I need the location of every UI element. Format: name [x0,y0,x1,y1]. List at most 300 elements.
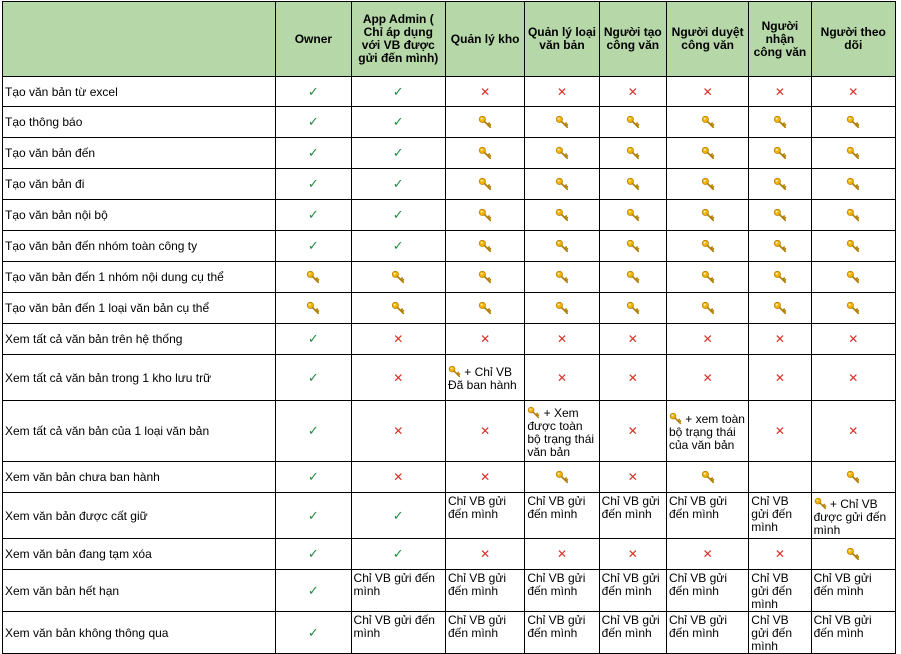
permission-cell [599,231,666,262]
permission-cell [445,539,524,570]
note-cell [599,570,666,612]
table-row [3,493,896,539]
note-text: Chỉ VB gửi đến mình [353,571,435,598]
key-icon [773,177,787,191]
check-icon: ✓ [392,546,404,561]
permission-cell [276,262,351,293]
permission-cell [811,355,895,401]
permission-cell [749,293,811,324]
key-icon [701,177,715,191]
row-label: Xem văn bản chưa ban hành [3,462,276,493]
permission-cell [445,107,524,138]
key-icon [846,301,860,315]
key-icon [478,301,492,315]
permission-cell [811,293,895,324]
check-icon: ✓ [307,331,319,346]
row-label: Xem tất cả văn bản trên hệ thống [3,324,276,355]
note-text: Chỉ VB gửi đến mình [527,571,586,598]
cross-icon: ✕ [627,547,638,561]
key-icon [846,270,860,284]
check-icon: ✓ [392,145,404,160]
check-icon: ✓ [392,207,404,222]
key-icon [701,146,715,160]
key-icon [701,239,715,253]
key-icon [773,115,787,129]
note-cell [666,570,748,612]
row-label: Xem văn bản không thông qua [3,612,276,654]
permission-cell [276,539,351,570]
note-text: Chỉ VB gửi đến mình [527,494,586,521]
table-row [3,539,896,570]
note-cell [599,612,666,654]
cross-icon: ✕ [627,470,638,484]
permission-cell [525,324,599,355]
permission-cell [525,77,599,107]
check-icon: ✓ [307,238,319,253]
note-cell [811,570,895,612]
cross-icon: ✕ [774,370,785,385]
table-row [3,77,896,107]
permission-cell [666,539,748,570]
check-icon: ✓ [307,145,319,160]
key-icon [306,301,320,315]
note-text: + Chỉ VB được gửi đến mình [813,496,887,537]
permission-cell [445,262,524,293]
permission-cell [749,169,811,200]
note-text: Chỉ VB gửi đến mình [447,613,507,640]
table-row [3,324,896,355]
key-icon [701,270,715,284]
note-text: Chỉ VB gửi đến mình [668,613,727,640]
key-icon [773,301,787,315]
permission-cell [599,77,666,107]
permission-cell [525,539,599,570]
note-text: Chỉ VB gửi đến mình [751,494,793,534]
note-text: Chỉ VB gửi đến mình [601,494,660,521]
permission-cell [351,293,445,324]
row-label: Tạo văn bản đi [3,169,276,200]
header-doc-type-manager: Quản lý loại văn bản [525,2,599,77]
permission-cell [666,138,748,169]
key-icon [626,239,640,253]
key-icon [555,177,569,191]
permission-cell [351,324,445,355]
note-cell [811,493,895,539]
check-icon: ✓ [307,546,319,561]
cross-icon: ✕ [774,547,785,561]
note-cell [445,355,524,401]
cross-icon: ✕ [774,424,785,438]
note-cell [525,493,599,539]
row-label: Tạo văn bản đến nhóm toàn công ty [3,231,276,262]
permission-cell [445,462,524,493]
permission-cell [276,401,351,462]
check-icon: ✓ [307,423,319,438]
permission-cell [276,169,351,200]
note-text: Chỉ VB gửi đến mình [447,494,507,521]
key-icon [701,115,715,129]
note-cell [749,612,811,654]
note-text: Chỉ VB gửi đến mình [751,613,793,653]
check-icon: ✓ [307,369,319,385]
header-follower: Người theo dõi [811,2,895,77]
note-cell [445,612,524,654]
check-icon: ✓ [392,83,404,99]
cross-icon: ✕ [393,424,404,438]
table-body [3,77,896,654]
note-text: Chỉ VB gửi đến mình [668,494,727,521]
row-label: Tạo văn bản nội bộ [3,200,276,231]
cross-icon: ✕ [393,332,404,346]
row-label: Tạo văn bản đến [3,138,276,169]
permission-cell [525,138,599,169]
permission-cell [525,200,599,231]
permission-cell [445,138,524,169]
key-icon [555,239,569,253]
key-icon [626,270,640,284]
permission-cell [811,539,895,570]
key-icon [846,208,860,222]
permission-cell [445,200,524,231]
permission-table [2,1,896,654]
permission-cell [445,293,524,324]
key-icon [626,146,640,160]
cross-icon: ✕ [774,332,785,346]
permission-cell [351,231,445,262]
check-icon: ✓ [392,238,404,253]
check-icon: ✓ [307,507,319,523]
note-cell [749,570,811,612]
permission-cell [276,77,351,107]
permission-cell [445,169,524,200]
table-row [3,262,896,293]
permission-cell [445,77,524,107]
permission-cell [811,107,895,138]
row-label: Xem tất cả văn bản của 1 loại văn bản [3,401,276,462]
permission-cell [276,612,351,654]
note-cell [445,570,524,612]
cross-icon: ✕ [848,84,859,99]
row-label: Xem tất cả văn bản trong 1 kho lưu trữ [3,355,276,401]
header-blank [3,2,276,77]
table-row [3,293,896,324]
permission-cell [351,539,445,570]
permission-cell [599,324,666,355]
permission-cell [749,231,811,262]
permission-cell [811,200,895,231]
row-label: Tạo văn bản từ excel [3,77,276,107]
key-icon [306,270,320,284]
cross-icon: ✕ [480,332,491,346]
check-icon: ✓ [307,83,319,99]
header-approver: Người duyệt công văn [666,2,748,77]
header-warehouse-manager: Quản lý kho [445,2,524,77]
cross-icon: ✕ [848,370,859,385]
permission-cell [351,355,445,401]
permission-cell [276,200,351,231]
permission-cell [599,200,666,231]
note-text: + Chỉ VB Đã ban hành [447,365,517,392]
key-icon [478,208,492,222]
note-text: Chỉ VB gửi đến mình [447,571,507,598]
check-icon: ✓ [392,114,404,129]
key-icon [669,412,682,426]
permission-cell [749,539,811,570]
note-cell [525,401,599,462]
check-icon: ✓ [307,624,319,640]
key-icon [701,470,715,484]
header-recipient: Người nhận công văn [749,2,811,77]
permission-cell [749,262,811,293]
table-row [3,107,896,138]
key-icon [846,239,860,253]
table-row [3,169,896,200]
note-cell [525,612,599,654]
cross-icon: ✕ [627,424,638,438]
key-icon [555,301,569,315]
key-icon [391,301,405,315]
permission-cell [666,324,748,355]
cross-icon: ✕ [556,84,567,99]
key-icon [478,270,492,284]
cross-icon: ✕ [702,370,713,385]
permission-cell [351,169,445,200]
key-icon [846,115,860,129]
key-icon [555,208,569,222]
key-icon [626,177,640,191]
permission-cell [351,200,445,231]
key-icon [701,208,715,222]
key-icon [846,547,860,561]
permission-cell [276,293,351,324]
permission-cell [811,262,895,293]
permission-cell [351,493,445,539]
header-creator: Người tạo công văn [599,2,666,77]
note-cell [525,570,599,612]
key-icon [773,208,787,222]
table-row [3,570,896,612]
permission-cell [811,169,895,200]
permission-cell [445,324,524,355]
permission-cell [599,462,666,493]
permission-cell [666,200,748,231]
key-icon [773,239,787,253]
note-cell [811,612,895,654]
key-icon [626,301,640,315]
cross-icon: ✕ [627,370,638,385]
table-row [3,462,896,493]
permission-cell [351,401,445,462]
permission-cell [276,570,351,612]
key-icon [701,301,715,315]
cross-icon: ✕ [556,547,567,561]
permission-cell [599,107,666,138]
row-label: Tạo văn bản đến 1 loại văn bản cụ thể [3,293,276,324]
header-row [3,2,896,77]
note-text: Chỉ VB gửi đến mình [813,571,872,598]
key-icon [773,146,787,160]
permission-cell [749,324,811,355]
cross-icon: ✕ [848,332,859,346]
note-cell [445,493,524,539]
cross-icon: ✕ [848,424,859,438]
table-row [3,355,896,401]
cross-icon: ✕ [556,332,567,346]
cross-icon: ✕ [702,84,713,99]
key-icon [846,470,860,484]
permission-cell [749,401,811,462]
permission-cell [811,324,895,355]
key-icon [391,270,405,284]
permission-cell [351,107,445,138]
permission-cell [525,293,599,324]
permission-cell [525,107,599,138]
permission-cell [525,355,599,401]
check-icon: ✓ [307,469,319,484]
key-icon [527,406,540,420]
note-cell [351,570,445,612]
note-cell [599,493,666,539]
header-app-admin: App Admin ( Chỉ áp dụng với VB được gửi đến mình) [351,2,445,77]
check-icon: ✓ [392,176,404,191]
permission-cell [811,138,895,169]
permission-cell [351,77,445,107]
cross-icon: ✕ [393,370,404,385]
row-label: Tạo văn bản đến 1 nhóm nội dung cụ thể [3,262,276,293]
note-text: Chỉ VB gửi đến mình [527,613,586,640]
permission-cell [811,462,895,493]
note-text: Chỉ VB gửi đến mình [813,613,872,640]
permission-cell [666,355,748,401]
permission-cell [666,262,748,293]
key-icon [846,146,860,160]
permission-cell [599,293,666,324]
permission-cell [599,539,666,570]
table-row [3,401,896,462]
note-cell [749,493,811,539]
permission-cell [445,401,524,462]
empty-cell [749,462,811,493]
permission-cell [749,107,811,138]
table-row [3,231,896,262]
permission-cell [749,200,811,231]
check-icon: ✓ [307,114,319,129]
permission-cell [599,169,666,200]
check-icon: ✓ [392,507,404,523]
header-owner: Owner [276,2,351,77]
note-text: Chỉ VB gửi đến mình [601,571,660,598]
note-text: + xem toàn bộ trạng thái của văn bản [668,412,745,452]
permission-cell [525,262,599,293]
permission-cell [666,169,748,200]
note-text: Chỉ VB gửi đến mình [601,613,660,640]
permission-cell [599,355,666,401]
permission-cell [749,138,811,169]
check-icon: ✓ [307,207,319,222]
note-text: Chỉ VB gửi đến mình [668,571,727,598]
permission-cell [749,77,811,107]
note-cell [666,493,748,539]
key-icon [555,146,569,160]
permission-cell [276,462,351,493]
note-text: Chỉ VB gửi đến mình [751,571,793,611]
key-icon [555,115,569,129]
permission-cell [666,107,748,138]
permission-cell [666,293,748,324]
permission-cell [276,231,351,262]
cross-icon: ✕ [627,84,638,99]
key-icon [846,177,860,191]
cross-icon: ✕ [702,547,713,561]
permission-cell [351,138,445,169]
cross-icon: ✕ [480,424,491,438]
permission-cell [525,169,599,200]
permission-cell [811,401,895,462]
key-icon [555,470,569,484]
permission-cell [599,138,666,169]
check-icon: ✓ [307,582,319,598]
key-icon [626,115,640,129]
permission-cell [599,262,666,293]
key-icon [478,146,492,160]
permission-cell [666,77,748,107]
key-icon [478,177,492,191]
permission-cell [276,355,351,401]
cross-icon: ✕ [627,332,638,346]
table-row [3,138,896,169]
check-icon: ✓ [307,176,319,191]
permission-cell [811,231,895,262]
row-label: Tạo thông báo [3,107,276,138]
note-cell [666,401,748,462]
row-label: Xem văn bản đang tạm xóa [3,539,276,570]
note-text: Chỉ VB gửi đến mình [353,613,435,640]
cross-icon: ✕ [556,370,567,385]
cross-icon: ✕ [480,547,491,561]
cross-icon: ✕ [480,470,491,484]
cross-icon: ✕ [480,84,491,99]
key-icon [478,239,492,253]
note-cell [351,612,445,654]
cross-icon: ✕ [702,332,713,346]
row-label: Xem văn bản được cất giữ [3,493,276,539]
key-icon [448,365,461,379]
key-icon [773,270,787,284]
key-icon [814,497,827,511]
permission-cell [749,355,811,401]
permission-cell [276,138,351,169]
permission-cell [351,462,445,493]
row-label: Xem văn bản hết hạn [3,570,276,612]
table-row [3,200,896,231]
permission-cell [525,231,599,262]
table-row [3,612,896,654]
permission-cell [811,77,895,107]
permission-cell [351,262,445,293]
note-text: + Xem được toàn bộ trạng thái văn bản [527,405,595,459]
permission-cell [276,324,351,355]
key-icon [555,270,569,284]
note-cell [666,612,748,654]
permission-cell [445,231,524,262]
permission-cell [525,462,599,493]
cross-icon: ✕ [393,470,404,484]
permission-cell [276,107,351,138]
permission-cell [666,462,748,493]
permission-cell [276,493,351,539]
permission-cell [666,231,748,262]
key-icon [478,115,492,129]
